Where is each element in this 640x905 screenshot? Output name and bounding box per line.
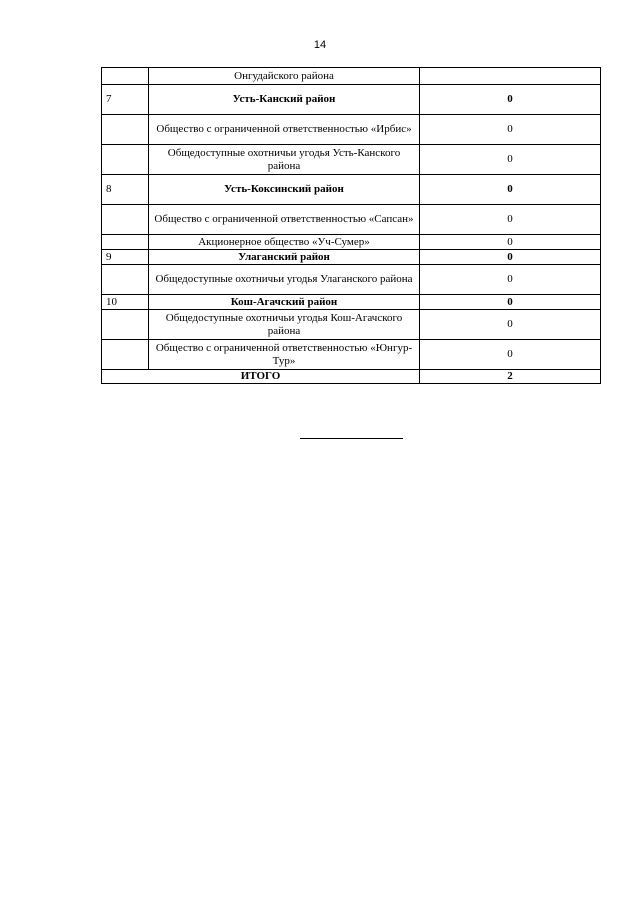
row-value: 0: [420, 295, 601, 310]
table-row: [102, 68, 601, 85]
row-number: 9: [102, 250, 149, 265]
table-row: [102, 205, 601, 235]
row-value: 0: [420, 175, 601, 205]
total-value: 2: [420, 370, 601, 384]
district-row: [102, 175, 601, 205]
table-row: [102, 235, 601, 250]
entity-name: Общество с ограниченной ответственностью «Ирбис»: [149, 115, 420, 145]
row-value: 0: [420, 85, 601, 115]
row-number: [102, 235, 149, 250]
table-row: [102, 265, 601, 295]
row-number: 10: [102, 295, 149, 310]
row-value: 0: [420, 250, 601, 265]
district-name: Усть-Коксинский район: [149, 175, 420, 205]
row-number: [102, 265, 149, 295]
page-number: 14: [313, 39, 327, 51]
table-row: [102, 340, 601, 370]
row-value: 0: [420, 340, 601, 370]
row-number: [102, 205, 149, 235]
district-row: [102, 295, 601, 310]
row-number: 7: [102, 85, 149, 115]
row-number: [102, 68, 149, 85]
row-value: 0: [420, 115, 601, 145]
entity-name: Общество с ограниченной ответственностью «Сапсан»: [149, 205, 420, 235]
total-label: ИТОГО: [102, 370, 420, 384]
entity-name: Онгудайского района: [149, 68, 420, 85]
row-number: [102, 145, 149, 175]
row-number: [102, 340, 149, 370]
district-row: [102, 85, 601, 115]
hunting-grounds-table: [101, 67, 601, 384]
entity-name: Общество с ограниченной ответственностью «Юнгур-Тур»: [149, 340, 420, 370]
row-number: [102, 310, 149, 340]
row-number: 8: [102, 175, 149, 205]
entity-name: Общедоступные охотничьи угодья Улаганского района: [149, 265, 420, 295]
entity-name: Общедоступные охотничьи угодья Усть-Канского района: [149, 145, 420, 175]
end-of-document-line: [300, 438, 403, 439]
row-value: 0: [420, 145, 601, 175]
table-row: [102, 310, 601, 340]
entity-name: Акционерное общество «Уч-Сумер»: [149, 235, 420, 250]
row-value: 0: [420, 265, 601, 295]
district-row: [102, 250, 601, 265]
entity-name: Общедоступные охотничьи угодья Кош-Агачского района: [149, 310, 420, 340]
row-value: 0: [420, 235, 601, 250]
table-row: [102, 115, 601, 145]
district-name: Усть-Канский район: [149, 85, 420, 115]
district-name: Улаганский район: [149, 250, 420, 265]
table-row: [102, 145, 601, 175]
table-body: [102, 68, 601, 370]
row-value: 0: [420, 205, 601, 235]
row-number: [102, 115, 149, 145]
total-row: [102, 370, 601, 384]
row-value: [420, 68, 601, 85]
row-value: 0: [420, 310, 601, 340]
district-name: Кош-Агачский район: [149, 295, 420, 310]
